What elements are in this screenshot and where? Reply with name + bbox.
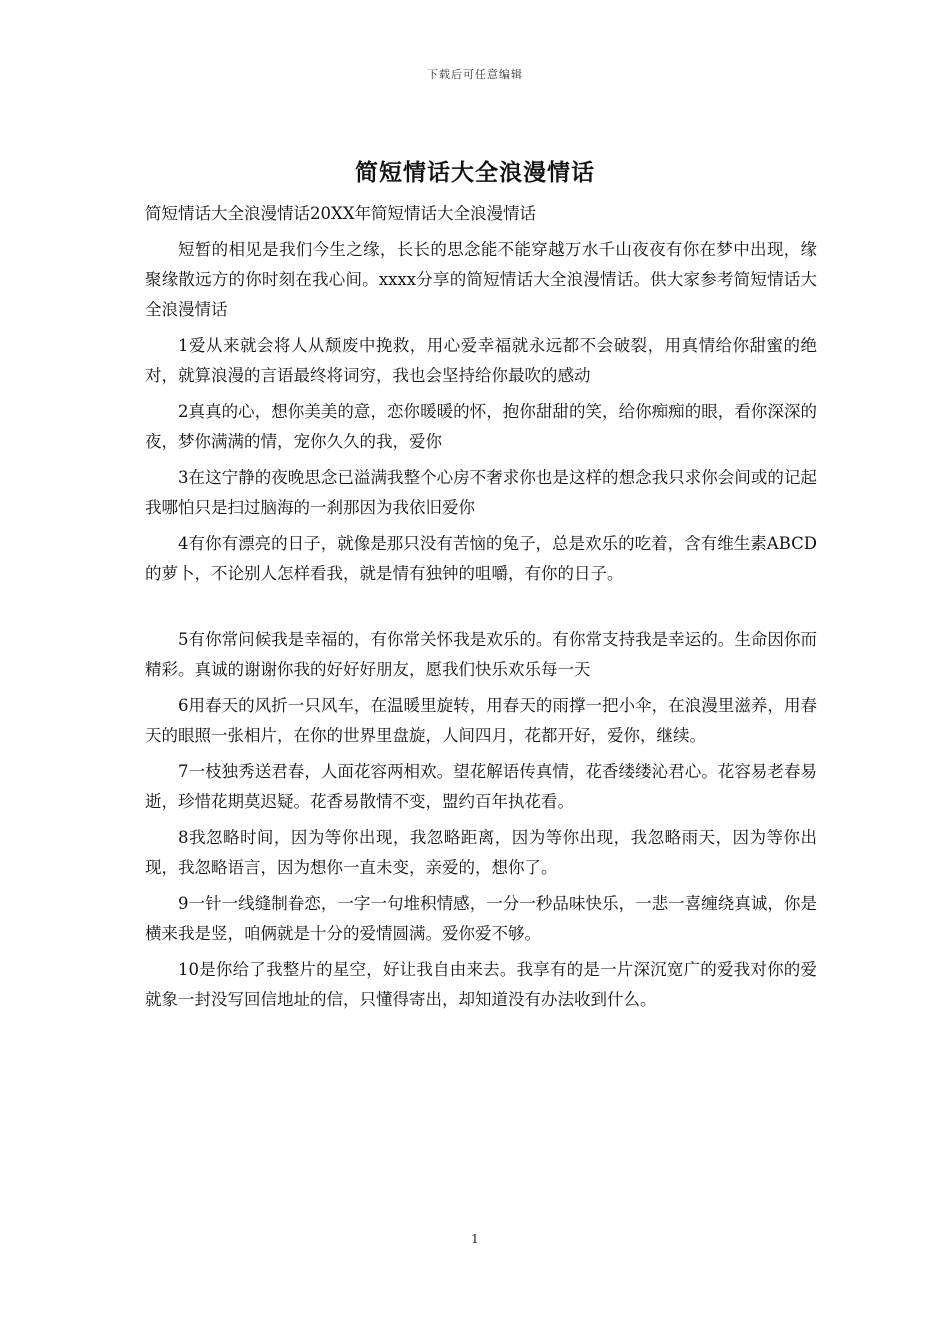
paragraph-3: 3在这宁静的夜晚思念已溢满我整个心房不奢求你也是这样的想念我只求你会间或的记起我哪怕只是扫过脑海的一刹那因为我依旧爱你 xyxy=(145,468,817,517)
header-note: 下载后可任意编辑 xyxy=(427,68,523,81)
paragraph-1: 1爱从来就会将人从颓废中挽救，用心爱幸福就永远都不会破裂，用真情给你甜蜜的绝对，就算浪漫的言语最终将词穷，我也会坚持给你最吹的感动 xyxy=(145,336,817,385)
intro-paragraph: 短暂的相见是我们今生之缘，长长的思念能不能穿越万水千山夜夜有你在梦中出现，缘聚缘散远方的你时刻在我心间。xxxx分享的简短情话大全浪漫情话。供大家参考简短情话大全浪漫情话 xyxy=(145,240,817,319)
paragraph-9: 9一针一线缝制眷恋，一字一句堆积情感，一分一秒品味快乐，一悲一喜缠绕真诚，你是横来我是竖，咱俩就是十分的爱情圆满。爱你爱不够。 xyxy=(145,894,817,943)
paragraph-2: 2真真的心，想你美美的意，恋你暖暖的怀，抱你甜甜的笑，给你痴痴的眼，看你深深的夜，梦你满满的情，宠你久久的我，爱你 xyxy=(145,402,817,451)
paragraph-10: 10是你给了我整片的星空，好让我自由来去。我享有的是一片深沉宽广的爱我对你的爱就象一封没写回信地址的信，只懂得寄出，却知道没有办法收到什么。 xyxy=(145,960,817,1009)
paragraph-4: 4有你有漂亮的日子，就像是那只没有苦恼的兔子，总是欢乐的吃着，含有维生素ABCD的萝卜，不论别人怎样看我，就是情有独钟的咀嚼，有你的日子。 xyxy=(145,534,817,583)
page-number: 1 xyxy=(471,1232,479,1246)
paragraph-7: 7一枝独秀送君春，人面花容两相欢。望花解语传真情，花香缕缕沁君心。花容易老春易逝，珍惜花期莫迟疑。花香易散情不变，盟约百年执花看。 xyxy=(145,762,817,811)
paragraph-8: 8我忽略时间，因为等你出现，我忽略距离，因为等你出现，我忽略雨天，因为等你出现，我忽略语言，因为想你一直未变，亲爱的，想你了。 xyxy=(145,828,817,877)
document-subtitle: 简短情话大全浪漫情话20XX年简短情话大全浪漫情话 xyxy=(145,204,536,223)
document-body xyxy=(145,199,817,1015)
paragraph-6: 6用春天的风折一只风车，在温暖里旋转，用春天的雨撑一把小伞，在浪漫里滋养，用春天的眼照一张相片，在你的世界里盘旋，人间四月，花都开好，爱你，继续。 xyxy=(145,696,817,745)
document-title: 简短情话大全浪漫情话 xyxy=(355,159,595,186)
paragraph-5: 5有你常问候我是幸福的，有你常关怀我是欢乐的。有你常支持我是幸运的。生命因你而精彩。真诚的谢谢你我的好好好朋友，愿我们快乐欢乐每一天 xyxy=(145,630,817,679)
